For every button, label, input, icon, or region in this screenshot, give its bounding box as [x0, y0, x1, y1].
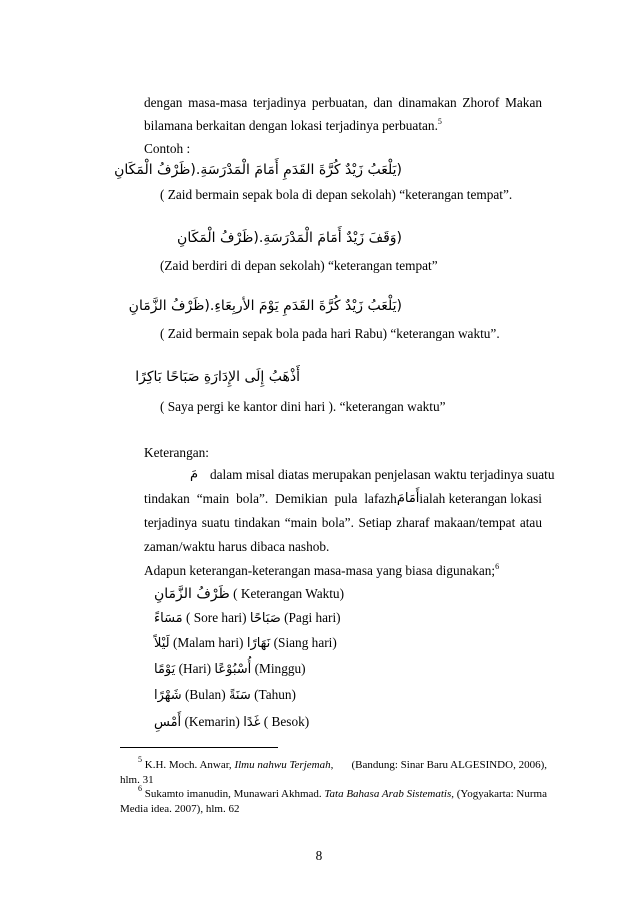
word-list-row — [154, 633, 337, 654]
footnote-6-lead — [120, 784, 547, 801]
keterangan-line-4: zaman/waktu harus dibaca nashob. — [144, 539, 330, 554]
example-3-translation: ( Zaid bermain sepak bola pada hari Rabu) “keterangan waktu”. — [160, 326, 500, 341]
footnote-6-author: Sukamto imanudin, Munawari Akhmad. — [144, 788, 322, 800]
footnote-ref-6: 6 — [495, 562, 500, 571]
word-arabic: غَدًا — [243, 715, 261, 730]
footnote-6-publisher: , (Yogyakarta: Nurma — [451, 788, 547, 800]
keterangan-line-3: terjadinya suatu tindakan “main bola”. Setiap zharaf makaan/tempat atau — [144, 515, 542, 530]
example-1-translation: ( Zaid bermain sepak bola di depan sekolah) “keterangan tempat”. — [160, 187, 513, 202]
word-list-row — [154, 608, 341, 629]
word-arabic: نَهَارًا — [246, 636, 271, 651]
footnote-5-number: 5 — [138, 755, 142, 764]
keterangan-line-1 — [190, 467, 555, 483]
page-number: 8 — [315, 848, 323, 863]
word-list-header-label: ( Keterangan Waktu) — [233, 586, 345, 601]
footnote-5-lead — [120, 755, 334, 772]
example-3-arabic: (يَلْعَبُ زَيْدٌ كُرَّةَ القَدَمِ يَوْمَ الأربِعَاءِ.(ظَرْفُ الزَّمَانِ — [128, 298, 402, 314]
body-line-2-text: bilamana berkaitan dengan lokasi terjadinya perbuatan. — [144, 118, 438, 133]
word-meaning: (Hari) — [178, 661, 212, 676]
footnote-5-line-1 — [120, 755, 547, 772]
word-list-row — [154, 712, 309, 733]
keterangan-arabic-ma: مَ — [190, 467, 199, 482]
footnote-6-number: 6 — [138, 784, 142, 793]
word-meaning: (Kemarin) — [184, 714, 240, 729]
example-1-arabic: (يَلْعَبُ زَيْدٌ كُرَّةَ القَدَمِ أَمَامَ الْمَدْرَسَةِ.(ظَرْفُ الْمَكَانِ — [114, 162, 402, 178]
example-4-arabic: أَذْهَبُ إِلَى الإِدَارَةِ صَبَاحًا بَاكِرًا — [135, 369, 300, 385]
word-meaning: ( Besok) — [263, 714, 310, 729]
keterangan-line-5 — [144, 563, 499, 579]
word-arabic: أَمْسِ — [154, 715, 182, 730]
footnote-separator — [120, 747, 278, 748]
body-line-1: dengan masa-masa terjadinya perbuatan, dan dinamakan Zhorof Makan — [144, 95, 542, 110]
body-line-2 — [144, 118, 442, 134]
footnote-5-publisher: (Bandung: Sinar Baru ALGESINDO, 2006), — [351, 759, 547, 771]
example-2-translation: (Zaid berdiri di depan sekolah) “keterangan tempat” — [160, 258, 438, 273]
keterangan-line-5-text: Adapun keterangan-keterangan masa-masa yang biasa digunakan; — [144, 563, 496, 578]
word-arabic: يَوْمًا — [154, 662, 176, 677]
keterangan-heading: Keterangan: — [144, 445, 209, 460]
word-meaning: (Bulan) — [185, 687, 226, 702]
keterangan-line-2-a: tindakan “main bola”. Demikian pula lafazh — [144, 491, 397, 506]
word-list-header-arabic: ظَرْفُ الزَّمَانِ — [154, 586, 230, 602]
word-arabic: لَيْلاً — [154, 636, 170, 651]
example-2-arabic: (وَقَفَ زَيْدٌ أَمَامَ الْمَدْرَسَةِ.(ظَرْفُ الْمَكَانِ — [177, 230, 402, 246]
word-arabic: صَبَاحًا — [249, 611, 281, 626]
word-meaning: (Siang hari) — [273, 635, 337, 650]
word-meaning: (Minggu) — [254, 661, 306, 676]
example-4-translation: ( Saya pergi ke kantor dini hari ). “keterangan waktu” — [160, 399, 446, 414]
footnote-6-line-1 — [120, 784, 547, 801]
word-list-header — [154, 584, 344, 604]
footnote-5-line-2: hlm. 31 — [120, 774, 154, 786]
word-arabic: مَسَاءً — [154, 611, 183, 626]
footnote-5-author: K.H. Moch. Anwar, — [144, 759, 232, 771]
footnote-5-title: Ilmu nahwu Terjemah, — [234, 759, 334, 771]
keterangan-line-2 — [144, 491, 542, 507]
contoh-label: Contoh : — [144, 141, 191, 156]
word-arabic: سَنَةً — [228, 688, 251, 703]
word-meaning: (Malam hari) — [172, 635, 244, 650]
word-arabic: شَهْرًا — [154, 688, 182, 703]
word-list-row — [154, 685, 296, 706]
word-arabic: أُسْبُوْعًا — [214, 662, 252, 677]
keterangan-line-2-b: ialah keterangan lokasi — [419, 491, 542, 506]
footnote-6-title: Tata Bahasa Arab Sistematis — [324, 788, 452, 800]
word-meaning: (Pagi hari) — [284, 610, 341, 625]
word-meaning: ( Sore hari) — [185, 610, 247, 625]
keterangan-line-1-text: dalam misal diatas merupakan penjelasan waktu terjadinya suatu — [210, 467, 555, 482]
word-list-row — [154, 659, 306, 680]
footnote-ref-5: 5 — [437, 117, 442, 126]
word-meaning: (Tahun) — [254, 687, 296, 702]
footnote-6-line-2: Media idea. 2007), hlm. 62 — [120, 803, 240, 815]
keterangan-arabic-amama: أَمَامَ — [396, 491, 420, 506]
